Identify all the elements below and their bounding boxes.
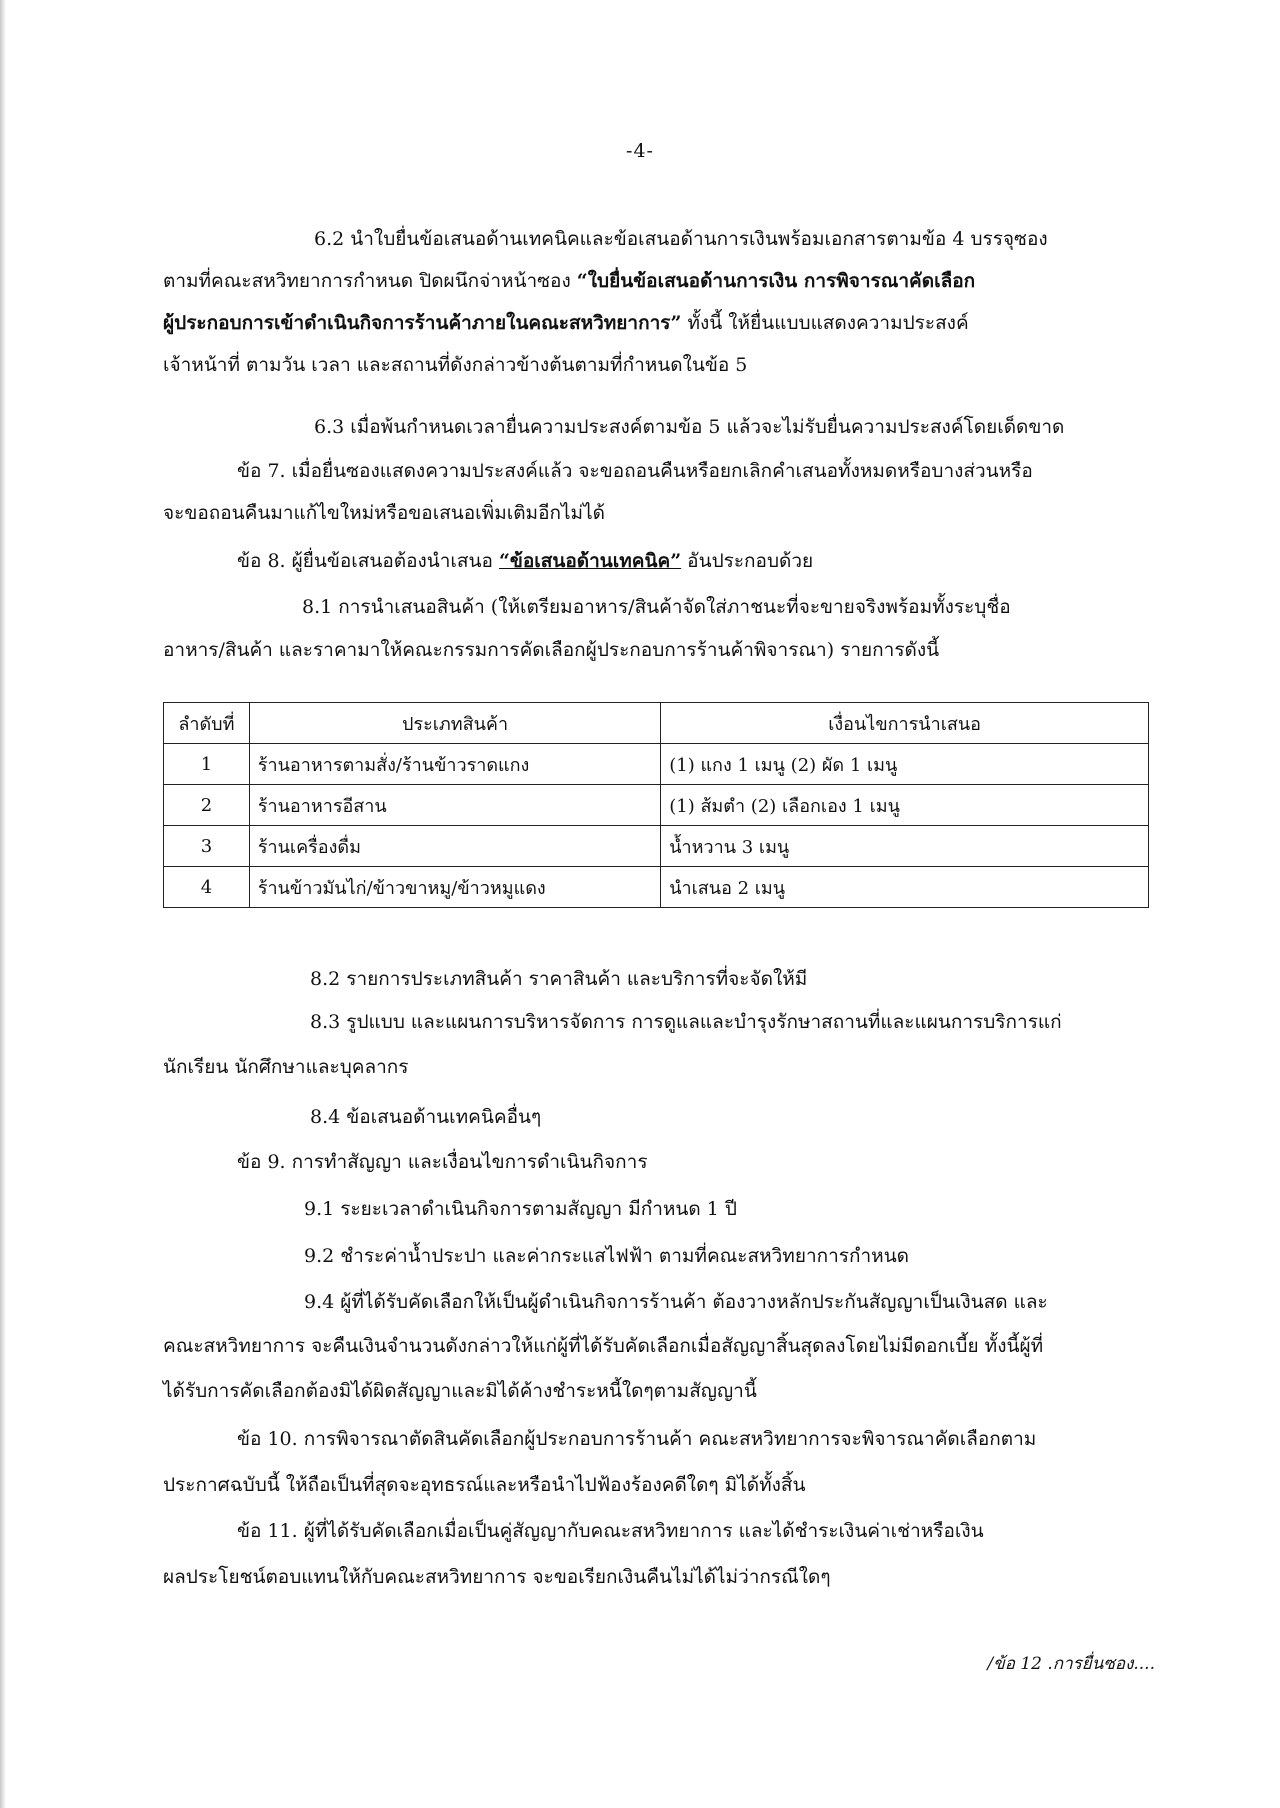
page-number: -4-	[626, 140, 654, 162]
presentation-condition: นำเสนอ 2 เมนู	[661, 867, 1149, 908]
table-header-row	[164, 703, 1149, 744]
para-8-4: 8.4 ข้อเสนอด้านเทคนิคอื่นๆ	[310, 1106, 542, 1128]
scan-edge	[0, 0, 6, 1808]
clause-10-line-1: ข้อ 10. การพิจารณาตัดสินคัดเลือกผู้ประกอบการร้านค้า คณะสหวิทยาการจะพิจารณาคัดเลือกตาม	[237, 1428, 1037, 1450]
para-9-1: 9.1 ระยะเวลาดำเนินกิจการตามสัญญา มีกำหนด 1 ปี	[304, 1198, 737, 1220]
table-header: เงื่อนไขการนำเสนอ	[661, 703, 1149, 744]
row-number: 2	[164, 785, 250, 826]
para-8-1-line-1: 8.1 การนำเสนอสินค้า (ให้เตรียมอาหาร/สินค้าจัดใส่ภาชนะที่จะขายจริงพร้อมทั้งระบุชื่อ	[302, 596, 1011, 618]
para-8-3-line-1: 8.3 รูปแบบ และแผนการบริหารจัดการ การดูแลและบำรุงรักษาสถานที่และแผนการบริการแก่	[310, 1011, 1062, 1033]
table-row	[164, 867, 1149, 908]
shop-type: ร้านอาหารตามสั่ง/ร้านข้าวราดแกง	[249, 744, 660, 785]
para-6-2-line-2: ตามที่คณะสหวิทยาการกำหนด ปิดผนึกจ่าหน้าซอง “ใบยื่นข้อเสนอด้านการเงิน การพิจารณาคัดเลือก	[163, 270, 976, 292]
clause-11-line-1: ข้อ 11. ผู้ที่ได้รับคัดเลือกเมื่อเป็นคู่สัญญากับคณะสหวิทยาการ และได้ชำระเงินค่าเช่าหรือเงิน	[237, 1520, 984, 1542]
continuation-note: /ข้อ 12 .การยื่นซอง....	[987, 1654, 1155, 1674]
presentation-condition: (1) แกง 1 เมนู (2) ผัด 1 เมนู	[661, 744, 1149, 785]
para-8-3-line-2: นักเรียน นักศึกษาและบุคลากร	[163, 1056, 409, 1078]
para-9-4-line-1: 9.4 ผู้ที่ได้รับคัดเลือกให้เป็นผู้ดำเนินกิจการร้านค้า ต้องวางหลักประกันสัญญาเป็นเงินสด และ	[304, 1291, 1048, 1313]
row-number: 4	[164, 867, 250, 908]
row-number: 1	[164, 744, 250, 785]
table-row	[164, 826, 1149, 867]
shop-type: ร้านเครื่องดื่ม	[249, 826, 660, 867]
clause-11-line-2: ผลประโยชน์ตอบแทนให้กับคณะสหวิทยาการ จะขอเรียกเงินคืนไม่ได้ไม่ว่ากรณีใดๆ	[163, 1566, 831, 1588]
clause-9: ข้อ 9. การทำสัญญา และเงื่อนไขการดำเนินกิจการ	[237, 1151, 648, 1173]
para-9-4-line-3: ได้รับการคัดเลือกต้องมิได้ผิดสัญญาและมิได้ค้างชำระหนี้ใดๆตามสัญญานี้	[163, 1380, 757, 1402]
table-header: ลำดับที่	[164, 703, 250, 744]
clause-8: ข้อ 8. ผู้ยื่นข้อเสนอต้องนำเสนอ “ข้อเสนอด้านเทคนิค” อันประกอบด้วย	[237, 550, 814, 572]
para-8-1-line-2: อาหาร/สินค้า และราคามาให้คณะกรรมการคัดเลือกผู้ประกอบการร้านค้าพิจารณา) รายการดังนี้	[163, 639, 940, 661]
clause-10-line-2: ประกาศฉบับนี้ ให้ถือเป็นที่สุดจะอุทธรณ์และหรือนำไปฟ้องร้องคดีใดๆ มิได้ทั้งสิ้น	[163, 1474, 806, 1496]
presentation-condition: (1) ส้มตำ (2) เลือกเอง 1 เมนู	[661, 785, 1149, 826]
table-header: ประเภทสินค้า	[249, 703, 660, 744]
row-number: 3	[164, 826, 250, 867]
presentation-condition: น้ำหวาน 3 เมนู	[661, 826, 1149, 867]
shop-type: ร้านข้าวมันไก่/ข้าวขาหมู/ข้าวหมูแดง	[249, 867, 660, 908]
clause-7-line-2: จะขอถอนคืนมาแก้ไขใหม่หรือขอเสนอเพิ่มเติมอีกไม่ได้	[163, 502, 605, 524]
table-row	[164, 744, 1149, 785]
shop-type: ร้านอาหารอีสาน	[249, 785, 660, 826]
table-row	[164, 785, 1149, 826]
presentation-table	[163, 702, 1149, 908]
para-6-2-line-3: ผู้ประกอบการเข้าดำเนินกิจการร้านค้าภายในคณะสหวิทยาการ” ทั้งนี้ ให้ยื่นแบบแสดงความประสงค์	[163, 312, 969, 334]
clause-7-line-1: ข้อ 7. เมื่อยื่นซองแสดงความประสงค์แล้ว จะขอถอนคืนหรือยกเลิกคำเสนอทั้งหมดหรือบางส่วนหรือ	[237, 460, 1033, 482]
para-9-4-line-2: คณะสหวิทยาการ จะคืนเงินจำนวนดังกล่าวให้แก่ผู้ที่ได้รับคัดเลือกเมื่อสัญญาสิ้นสุดลงโดยไม่มีดอกเบี้ย ทั้งนี้ผู้ที่	[163, 1335, 1044, 1357]
para-6-3: 6.3 เมื่อพ้นกำหนดเวลายื่นความประสงค์ตามข้อ 5 แล้วจะไม่รับยื่นความประสงค์โดยเด็ดขาด	[314, 416, 1065, 438]
para-8-2: 8.2 รายการประเภทสินค้า ราคาสินค้า และบริการที่จะจัดให้มี	[310, 968, 808, 990]
para-9-2: 9.2 ชำระค่าน้ำประปา และค่ากระแสไฟฟ้า ตามที่คณะสหวิทยาการกำหนด	[304, 1245, 910, 1267]
para-6-2-line-4: เจ้าหน้าที่ ตามวัน เวลา และสถานที่ดังกล่าวข้างต้นตามที่กำหนดในข้อ 5	[163, 354, 748, 376]
para-6-2-line-1: 6.2 นำใบยื่นข้อเสนอด้านเทคนิคและข้อเสนอด้านการเงินพร้อมเอกสารตามข้อ 4 บรรจุซอง	[314, 228, 1048, 250]
